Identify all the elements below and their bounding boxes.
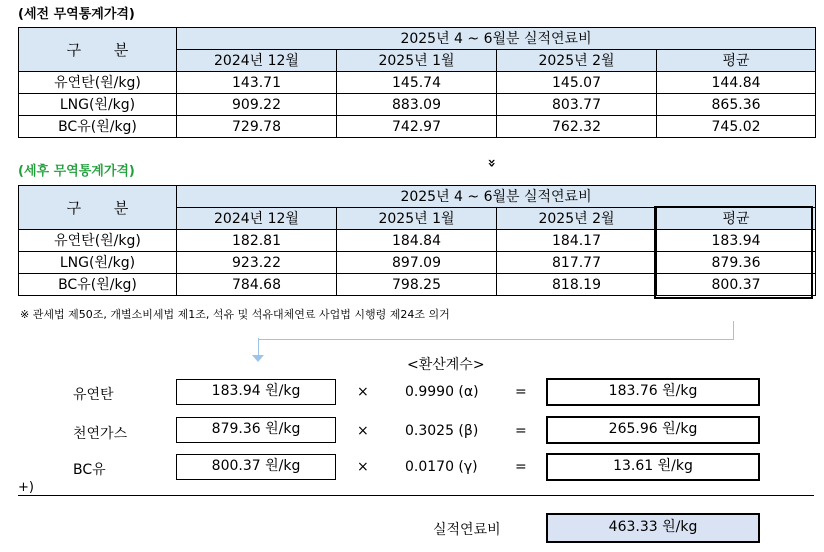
equals-sign: = [515,384,527,400]
before-tax-title: (세전 무역통계가격) [18,7,135,22]
table-cell: 729.78 [177,116,337,138]
calc-result-box: 265.96 원/kg [546,416,760,444]
after-tax-table [18,185,816,296]
table-cell: 182.81 [177,230,337,252]
table-row [19,230,816,252]
table-cell: 183.94 [657,230,816,252]
column-header: 평균 [657,50,816,72]
gubun-header: 구 분 [19,28,177,72]
calc-value-box: 183.94 원/kg [176,379,336,405]
table-cell: 818.19 [497,274,657,296]
row-label: LNG(원/kg) [19,252,177,274]
plus-sign: +) [18,480,34,495]
chevron-down-icon: » [483,158,500,168]
table-row [19,94,816,116]
table-cell: 762.32 [497,116,657,138]
table-cell: 784.68 [177,274,337,296]
column-header: 2025년 2월 [497,208,657,230]
table-cell: 143.71 [177,72,337,94]
calc-result-box: 13.61 원/kg [546,453,760,481]
table-cell: 909.22 [177,94,337,116]
table-cell: 145.74 [337,72,497,94]
connector-line [258,321,734,340]
table-cell: 798.25 [337,274,497,296]
table-row [19,116,816,138]
table-cell: 865.36 [657,94,816,116]
column-header: 2025년 2월 [497,50,657,72]
row-label: BC유(원/kg) [19,274,177,296]
column-header: 2025년 1월 [337,50,497,72]
total-label: 실적연료비 [433,522,501,538]
total-result-box: 463.33 원/kg [546,513,760,543]
calc-coefficient: 0.0170 (γ) [405,459,478,475]
row-label: BC유(원/kg) [19,116,177,138]
calc-label: 천연가스 [73,426,128,442]
sum-line [18,495,814,496]
gubun-header: 구 분 [19,186,177,230]
column-header: 2024년 12월 [177,50,337,72]
calc-label: 유연탄 [73,387,114,403]
coefficient-title: <환산계수> [407,357,485,373]
table-cell: 184.17 [497,230,657,252]
table-cell: 879.36 [657,252,816,274]
table-cell: 923.22 [177,252,337,274]
before-tax-table [18,27,816,138]
table-cell: 145.07 [497,72,657,94]
legal-note: ※ 관세법 제50조, 개별소비세법 제1조, 석유 및 석유대체연료 사업법 시행령 제24조 의거 [20,308,450,321]
equals-sign: = [515,423,527,439]
table-header-row [19,186,816,208]
column-header: 평균 [657,208,816,230]
multiply-sign: × [357,384,369,400]
table-cell: 883.09 [337,94,497,116]
calc-result-box: 183.76 원/kg [546,378,760,406]
table-row [19,252,816,274]
table-row [19,72,816,94]
calc-value-box: 800.37 원/kg [176,454,336,480]
calc-coefficient: 0.9990 (α) [405,384,479,400]
table-cell: 817.77 [497,252,657,274]
multiply-sign: × [357,423,369,439]
arrow-down-icon [252,355,264,362]
table-cell: 742.97 [337,116,497,138]
row-label: 유연탄(원/kg) [19,230,177,252]
row-label: 유연탄(원/kg) [19,72,177,94]
table-cell: 800.37 [657,274,816,296]
table-cell: 897.09 [337,252,497,274]
calc-value-box: 879.36 원/kg [176,417,336,443]
table-header-row [19,28,816,50]
period-header: 2025년 4 ~ 6월분 실적연료비 [177,186,816,208]
equals-sign: = [515,459,527,475]
column-header: 2024년 12월 [177,208,337,230]
table-row [19,274,816,296]
table-cell: 144.84 [657,72,816,94]
table-cell: 803.77 [497,94,657,116]
calc-label: BC유 [73,462,106,478]
table-cell: 745.02 [657,116,816,138]
column-header: 2025년 1월 [337,208,497,230]
row-label: LNG(원/kg) [19,94,177,116]
calc-coefficient: 0.3025 (β) [405,423,479,439]
table-cell: 184.84 [337,230,497,252]
after-tax-title: (세후 무역통계가격) [18,164,135,179]
period-header: 2025년 4 ~ 6월분 실적연료비 [177,28,816,50]
multiply-sign: × [357,459,369,475]
